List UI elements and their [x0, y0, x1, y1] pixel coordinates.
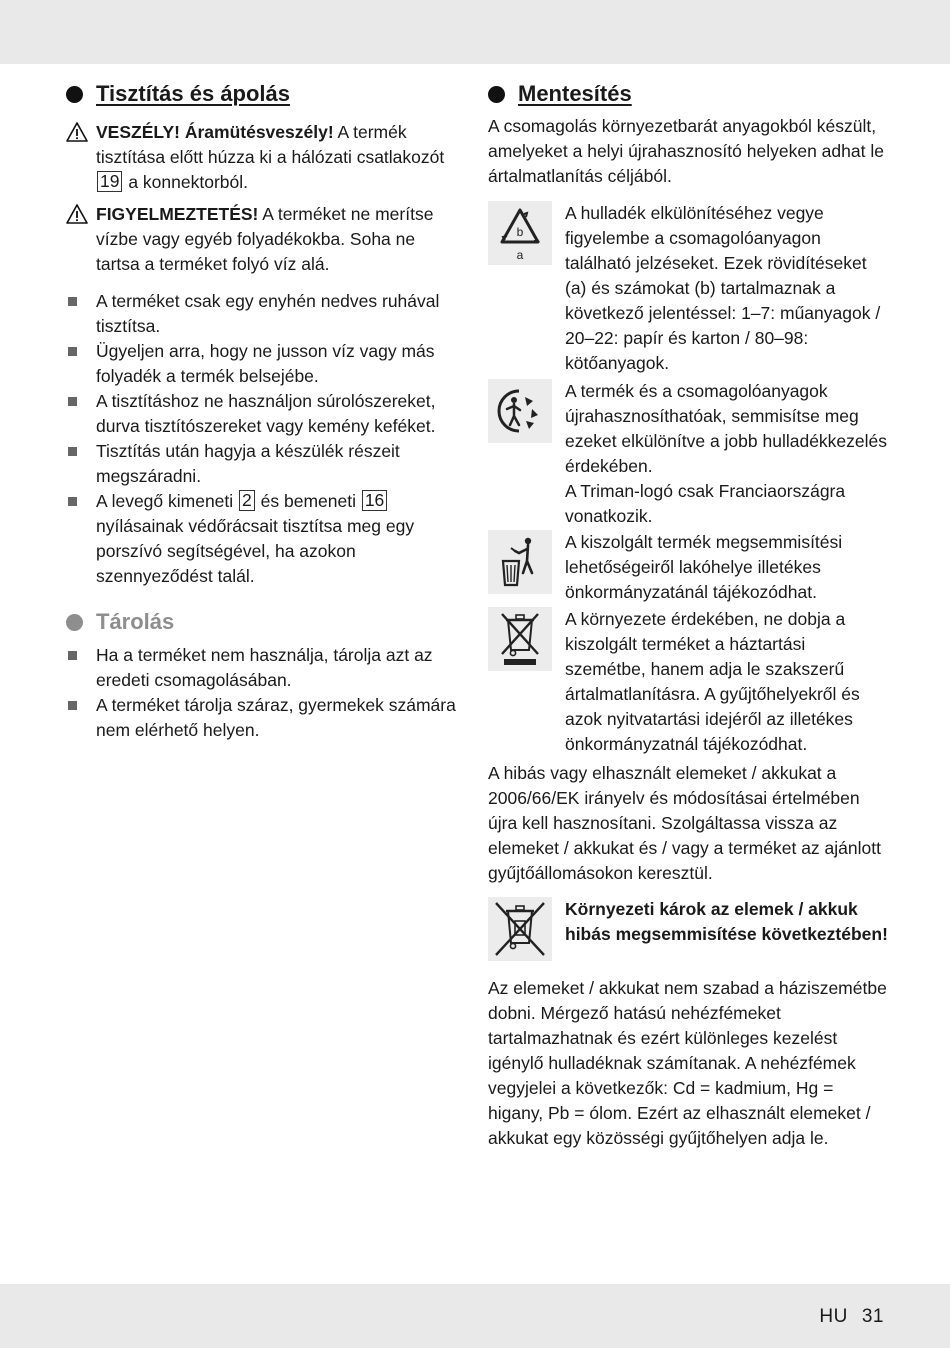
warning-label: FIGYELMEZTETÉS!: [96, 204, 259, 224]
triman-block: [488, 379, 888, 529]
triman-box: [488, 379, 552, 443]
heading-bullet-icon: [488, 86, 505, 103]
list-item-text: A terméket csak egy enyhén nedves ruhával tisztítsa.: [96, 291, 440, 336]
weee-box: [488, 607, 552, 671]
page-number: 31: [861, 1306, 884, 1327]
heavy-metals-paragraph: Az elemeket / akkukat nem szabad a háziszemétbe dobni. Mérgező hatású nehézfémeket tartalmazhatnak és ezért különleges kezelést igénylő hulladéknak számítanak. A nehézfémek vegyjelei a következők: Cd = kadmium, Hg = higany, Pb = ólom. Ezért az elhasznált elemeket / akkukat egy közösségi gyűjtőhelyen adja le.: [488, 978, 887, 1148]
list-item: [66, 439, 461, 489]
warning-body: A terméket ne merítse vízbe vagy egyéb folyadékokba. Soha ne tartsa a terméket folyó víz alá.: [96, 204, 434, 274]
storage-list: [66, 643, 461, 743]
language-code: HU: [819, 1306, 848, 1327]
ref-number: 2: [239, 490, 255, 511]
square-bullet-icon: [68, 497, 77, 506]
section-title: Mentesítés: [518, 81, 632, 106]
recycling-triangle-icon: [494, 204, 546, 262]
bottom-bar: [0, 1284, 950, 1348]
list-item-text: A terméket tárolja száraz, gyermekek számára nem elérhető helyen.: [96, 695, 456, 740]
warning-triangle-icon: [66, 121, 88, 143]
square-bullet-icon: [68, 447, 77, 456]
recycle-letter-b: b: [516, 225, 524, 239]
weee-block: [488, 607, 888, 757]
triman-text: [565, 379, 888, 529]
recycling-code-box: [488, 201, 552, 265]
recycling-code-block: [488, 201, 888, 376]
triman-logo-icon: [492, 383, 548, 439]
section-title: Tárolás: [96, 609, 175, 634]
list-item-text: A tisztításhoz ne használjon súrolószereket, durva tisztítószereket vagy kemény keféket.: [96, 391, 436, 436]
triman-text-main: A termék és a csomagolóanyagok újrahasznosíthatóak, semmisítse meg ezeket elkülönítve a jobb hulladékkezelés érdekében.: [565, 381, 888, 476]
list-item-text: Ügyeljen arra, hogy ne jusson víz vagy más folyadék a termék belsejébe.: [96, 341, 435, 386]
warning-triangle-icon: [66, 203, 88, 225]
heading-bullet-icon: [66, 614, 83, 631]
square-bullet-icon: [68, 347, 77, 356]
section-heading-cleaning: [66, 80, 290, 108]
heading-bullet-icon: [66, 86, 83, 103]
battery-warning-block: [488, 897, 888, 947]
list-item-text: nyílásainak védőrácsait tisztítsa meg egy porszívó segítségével, ha azokon szennyeződést talál.: [96, 516, 415, 586]
list-item: [66, 489, 461, 589]
list-item: [66, 339, 461, 389]
danger-body-end: a konnektorból.: [123, 172, 248, 192]
square-bullet-icon: [68, 397, 77, 406]
triman-text-note: A Triman-logó csak Franciaországra vonatkozik.: [565, 481, 846, 526]
battery-warning-title: Környezeti károk az elemek / akkuk hibás megsemmisítése következtében!: [565, 899, 888, 944]
section-heading-storage: [66, 608, 174, 636]
danger-body: A termék tisztítása előtt húzza ki a hálózati csatlakozót: [96, 122, 445, 167]
top-bar: [0, 0, 950, 64]
list-item-text: és bemeneti: [255, 491, 361, 511]
ref-number: 16: [362, 490, 387, 511]
crossed-bin-icon: [498, 610, 542, 668]
warning-notice: [66, 202, 461, 277]
danger-text: [96, 120, 461, 195]
square-bullet-icon: [68, 701, 77, 710]
cleaning-list: [66, 289, 461, 589]
recycle-letter-a: a: [516, 248, 524, 262]
intro-paragraph: A csomagolás környezetbarát anyagokból készült, amelyeket a helyi újrahasznosító helyeken adhat le ártalmatlanítás céljából.: [488, 116, 884, 186]
list-item-text: Tisztítás után hagyja a készülék részeit megszáradni.: [96, 441, 400, 486]
list-item-text: A levegő kimeneti: [96, 491, 239, 511]
battery-bin-box: [488, 897, 552, 961]
danger-label: VESZÉLY! Áramütésveszély!: [96, 122, 334, 142]
list-item: [66, 693, 461, 743]
person-bin-icon: [495, 533, 545, 591]
crossed-bin-icon: [490, 899, 550, 959]
danger-notice: [66, 120, 461, 195]
bin-box: [488, 530, 552, 594]
weee-text: A környezete érdekében, ne dobja a kiszolgált terméket a háztartási szemétbe, hanem adja le szakszerű ártalmatlanításra. A gyűjtőhelyekről és azok nyitvatartási idejéről az illetékes önkormányzatnál tájékozódhat.: [565, 609, 860, 754]
square-bullet-icon: [68, 297, 77, 306]
warning-text: [96, 202, 461, 277]
ref-number: 19: [97, 171, 122, 192]
list-item: [66, 389, 461, 439]
page-footer: [819, 1305, 884, 1329]
list-item: [66, 643, 461, 693]
section-title: Tisztítás és ápolás: [96, 81, 291, 106]
recycling-code-text: A hulladék elkülönítéséhez vegye figyelembe a csomagolóanyagon található jelzéseket. Ezek rövidítéseket (a) és számokat (b) tartalmaznak a következő jelentéssel: 1–7: műanyagok / 20–22: papír és karton / 80–98: kötőanyagok.: [565, 203, 881, 373]
square-bullet-icon: [68, 651, 77, 660]
bin-text: A kiszolgált termék megsemmisítési lehetőségeiről lakóhelye illetékes önkormányzatánál tájékozódhat.: [565, 532, 843, 602]
section-heading-disposal: [488, 80, 632, 108]
bin-block: [488, 530, 888, 605]
list-item-text: Ha a terméket nem használja, tárolja azt az eredeti csomagolásában.: [96, 645, 433, 690]
list-item: [66, 289, 461, 339]
battery-paragraph: A hibás vagy elhasznált elemeket / akkukat a 2006/66/EK irányelv és módosításai értelmében újra kell hasznosítani. Szolgáltassa vissza az elemeket / akkukat és / vagy a terméket az ajánlott gyűjtőállomásokon keresztül.: [488, 763, 881, 883]
